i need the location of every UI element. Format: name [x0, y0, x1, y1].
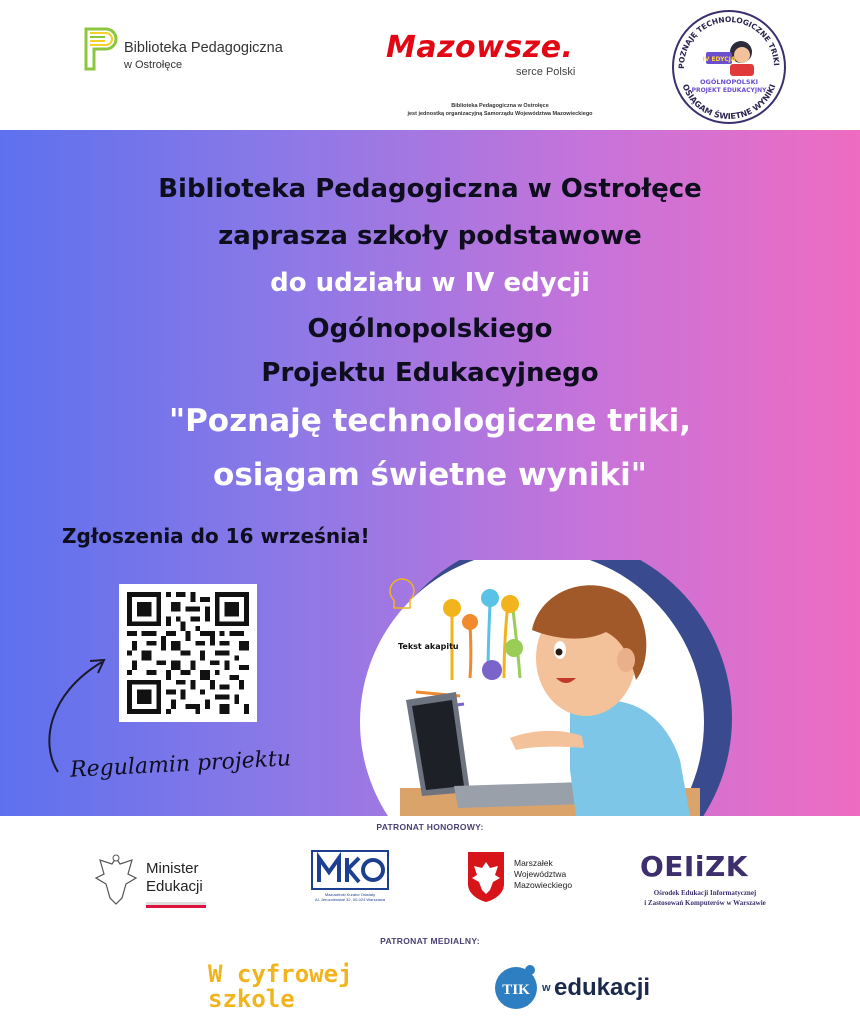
mko-caption-line2: Al. Jerozolimskie 32, 00-024 Warszawa	[315, 897, 385, 902]
qr-code[interactable]	[119, 584, 257, 722]
media-patronage-label: PATRONAT MEDIALNY:	[380, 936, 480, 946]
marszalek-logo	[466, 850, 596, 910]
library-book-icon	[82, 26, 118, 72]
project-badge	[670, 8, 788, 126]
badge-line1: OGÓLNOPOLSKI	[699, 78, 759, 86]
oeiizk-logo	[622, 850, 782, 910]
mko-caption-line1: Mazowiecki Kurator Oświaty	[324, 892, 376, 897]
boy-with-laptop-illustration	[360, 560, 740, 816]
headline-line2: zaprasza szkoły podstawowe	[218, 221, 642, 251]
footer-patrons	[0, 816, 860, 1024]
oeiizk-acronym: OEIiZK	[640, 850, 748, 883]
w-cyfrowej-line1: W cyfrowej	[208, 960, 353, 988]
minister-line1: Minister	[146, 860, 199, 877]
check-idea-icon	[505, 639, 523, 657]
minister-logo	[92, 850, 222, 910]
organization-note-line1: Biblioteka Pedagogiczna w Ostrołęce	[451, 103, 549, 109]
mazowsze-tagline: serce Polski	[516, 66, 576, 78]
atom-idea-icon	[481, 589, 499, 607]
white-eagle-icon	[92, 852, 140, 908]
organization-note-line2: jest jednostką organizacyjną Samorządu Województwa Mazowieckiego	[407, 111, 593, 117]
honorary-patronage-label: PATRONAT HONOROWY:	[376, 822, 484, 832]
badge-child-shirt	[730, 64, 754, 76]
library-logo	[82, 26, 322, 74]
badge-top-text: POZNAJĘ TECHNOLOGICZNE TRIKI	[676, 14, 782, 69]
qr-code-icon	[127, 592, 249, 714]
w-cyfrowej-line2: szkole	[208, 985, 295, 1013]
laptop-keyboard	[454, 782, 586, 808]
badge-bottom-text: OSIĄGAM ŚWIETNE WYNIKI	[680, 82, 778, 122]
oeiizk-line2: i Zastosowań Komputerów w Warszawie	[644, 899, 766, 907]
tik-w-edukacji-logo	[492, 960, 662, 1012]
tik-text: TIK	[502, 982, 530, 998]
text-box-label: Tekst akapitu	[398, 642, 459, 651]
book-idea-icon	[501, 595, 519, 613]
project-title-line2: osiągam świetne wyniki"	[213, 457, 647, 493]
math-idea-icon	[482, 660, 502, 680]
mazowsze-logo	[386, 30, 606, 90]
headline-line3: do udziału w IV edycji	[270, 268, 590, 298]
w-cyfrowej-szkole-logo	[206, 960, 396, 1016]
rules-link[interactable]: Regulamin projektu	[69, 746, 292, 783]
project-title-line1: "Poznaję technologiczne triki,	[168, 403, 692, 439]
tik-circle-icon	[492, 962, 540, 1010]
tik-edukacji: edukacji	[554, 974, 651, 1001]
library-name: Biblioteka Pedagogiczna	[124, 40, 283, 56]
marszalek-line1: Marszałek	[514, 858, 553, 868]
gear-idea-icon	[443, 599, 461, 617]
header	[0, 0, 860, 130]
deadline-text: Zgłoszenia do 16 września!	[62, 524, 370, 548]
mazovia-coat-of-arms-icon	[466, 850, 506, 904]
mazowsze-word: Mazowsze.	[386, 30, 574, 65]
flag-stripe-red	[146, 905, 206, 908]
badge-line2: PROJEKT EDUKACYJNY	[691, 87, 767, 94]
minister-line2: Edukacji	[146, 878, 203, 895]
oeiizk-line1: Ośrodek Edukacji Informatycznej	[653, 889, 757, 897]
mko-caption	[309, 892, 391, 902]
lightbulb-idea-icon	[462, 614, 478, 630]
marszalek-line2: Województwa	[514, 869, 567, 879]
organization-note	[360, 102, 640, 118]
badge-child-face	[734, 47, 750, 63]
headline-line4: Ogólnopolskiego	[307, 314, 553, 344]
invitation-panel	[0, 130, 860, 816]
tik-w: w	[542, 982, 551, 994]
headline-line5: Projektu Edukacyjnego	[261, 358, 599, 388]
marszalek-line3: Mazowieckiego	[514, 880, 573, 890]
marszalek-text	[514, 858, 572, 891]
oeiizk-full-name	[630, 888, 780, 908]
badge-edition: IV EDYCJA	[702, 56, 736, 63]
mko-mark-icon	[311, 850, 389, 890]
mko-logo	[309, 850, 391, 906]
library-city: w Ostrołęce	[124, 59, 183, 71]
lightbulb-outline-icon	[390, 579, 414, 608]
headline-line1: Biblioteka Pedagogiczna w Ostrołęce	[158, 174, 702, 204]
